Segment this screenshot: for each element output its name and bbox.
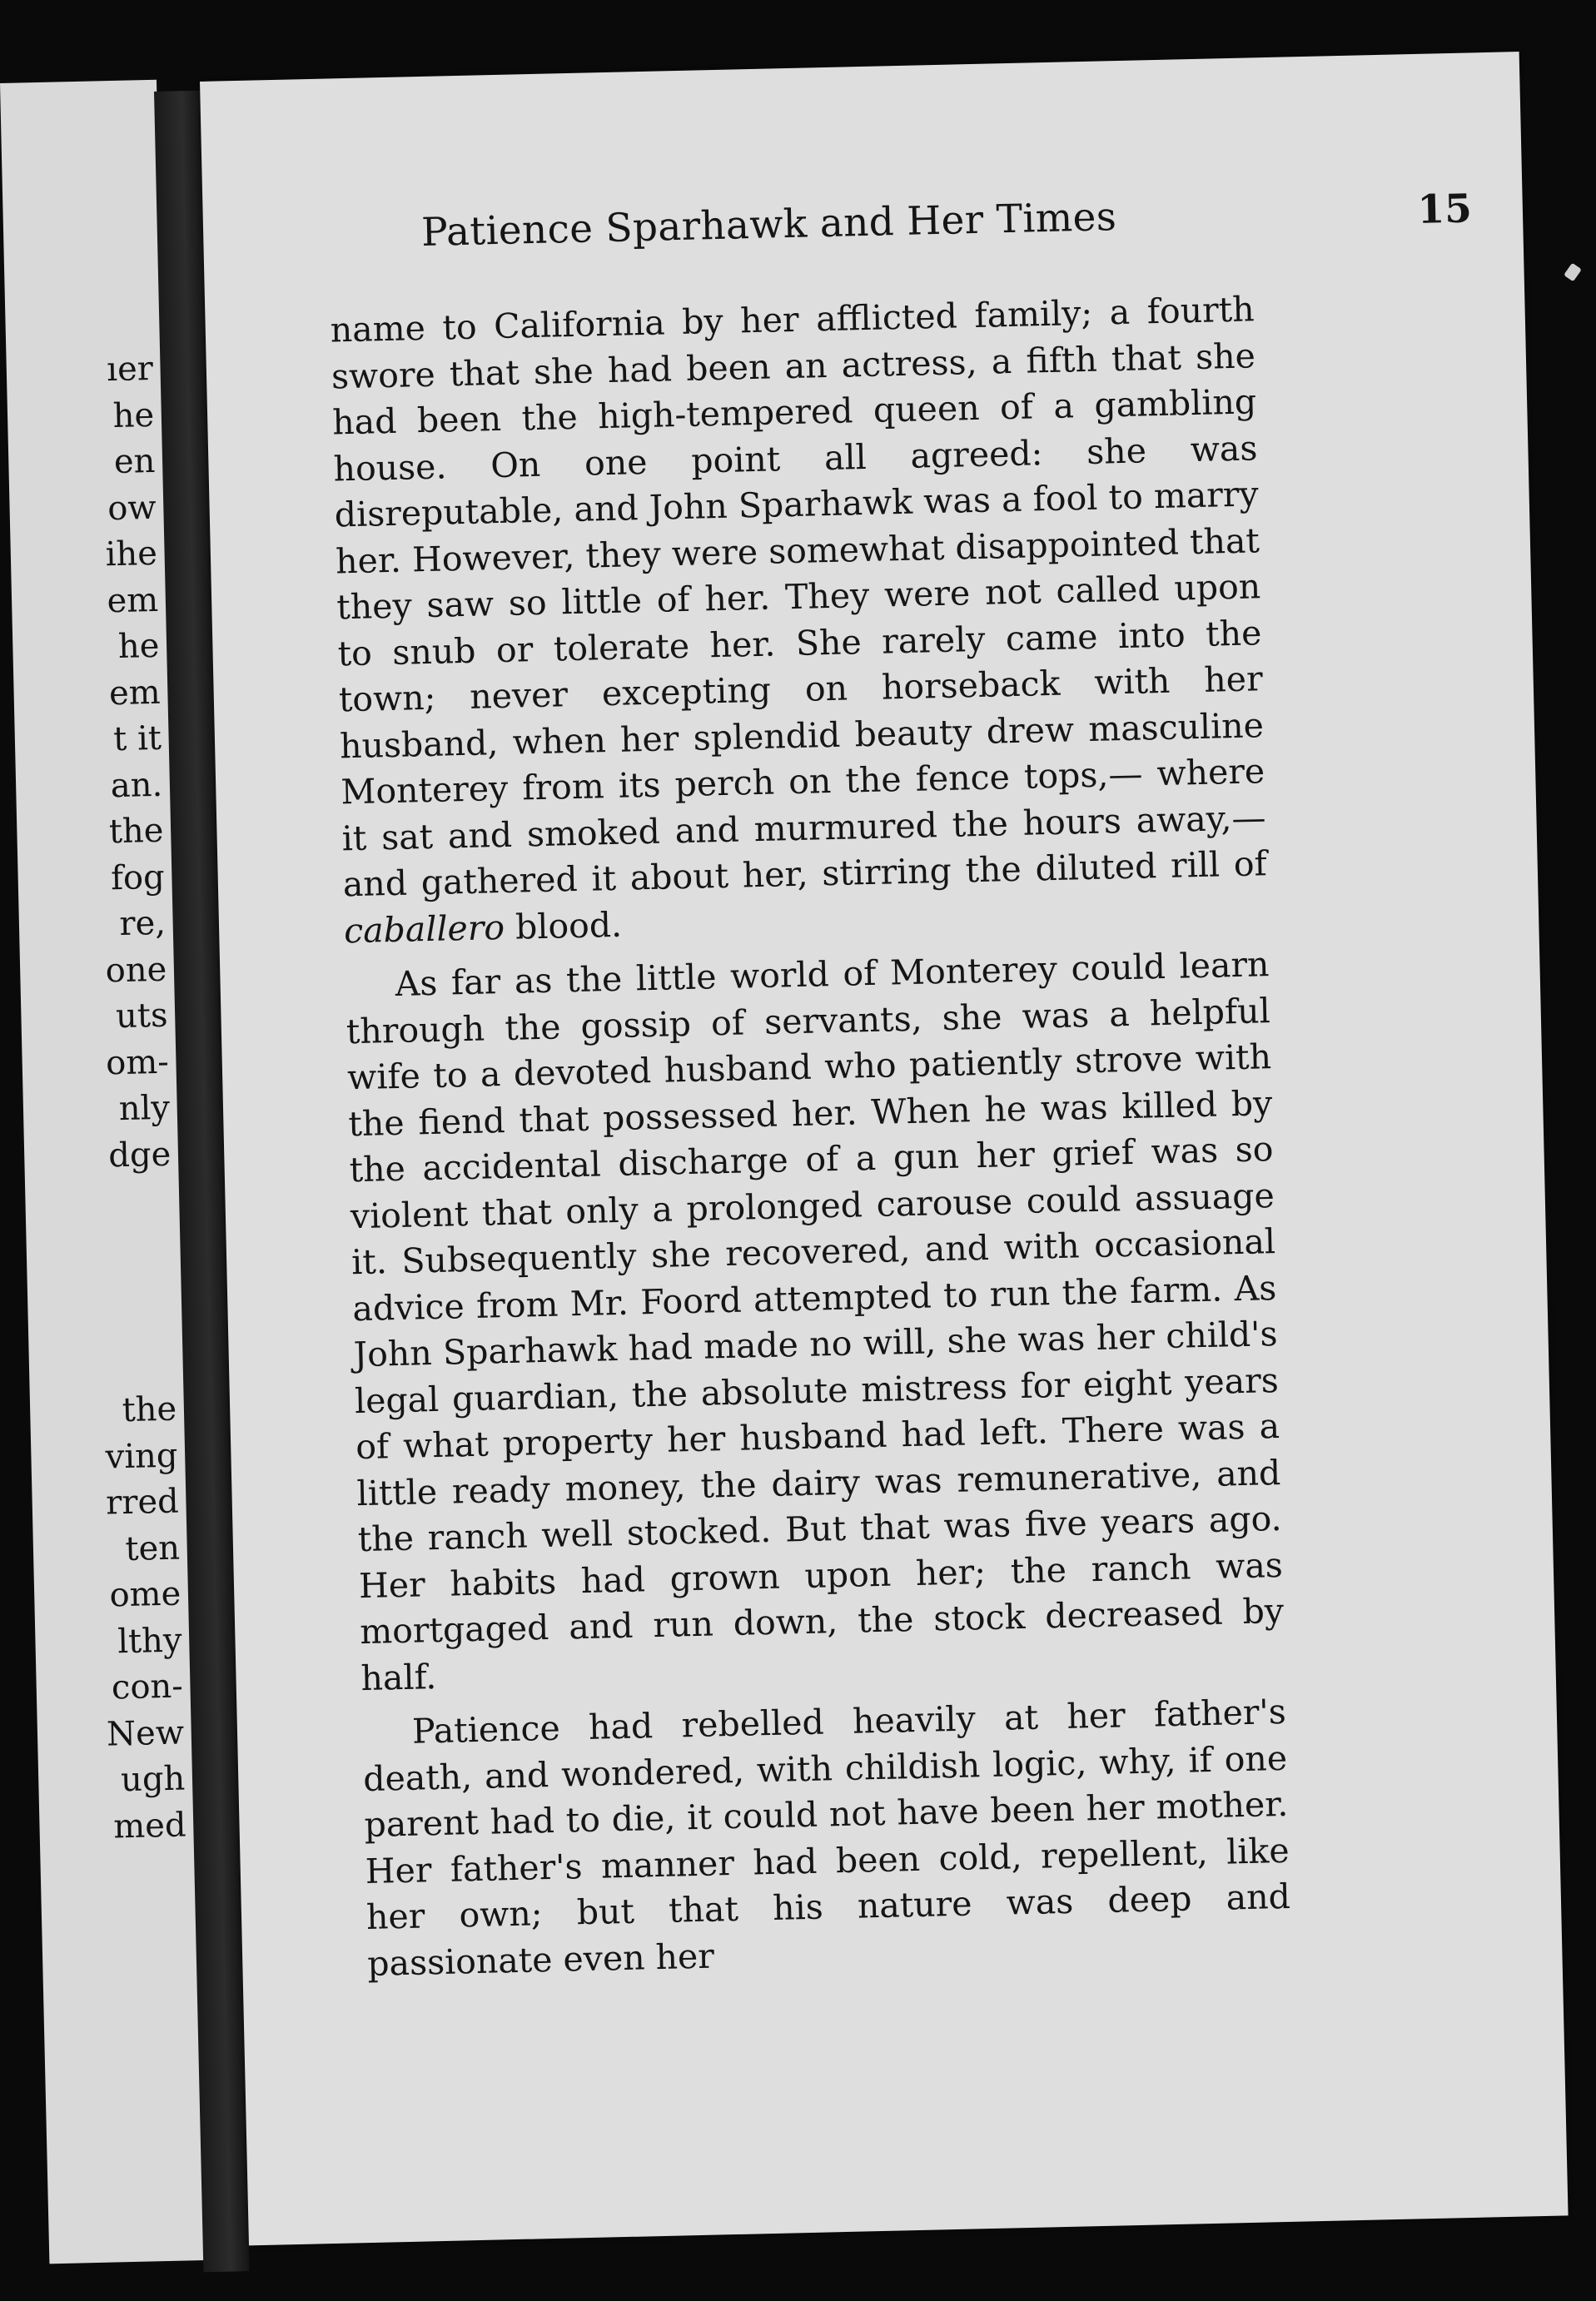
left-page-fragment: ugh — [120, 1759, 186, 1800]
left-page-fragment: em — [107, 580, 159, 620]
left-page-text-fragments-upper — [90, 346, 172, 1179]
left-page-fragment: one — [105, 950, 167, 990]
left-page-fragment: an. — [110, 765, 163, 805]
body-text — [330, 286, 1291, 1987]
paragraph-2: As far as the little world of Monterey could learn through the gossip of servants, she was a helpful wife to a devoted husband who patiently strove with the fiend that possessed her. When he was killed by the accidental discharge of a gun her grief was so violent that only a prolonged carouse could assuage it. Subsequently she recovered, and with occasional advice from Mr. Foord attempted to run the farm. As John Sparhawk had made no will, she was her child's legal guardian, the absolute mistress for eight years of what property her husband had left. There was a little ready money, the dairy was remunerative, and the ranch well stocked. But that was five years ago. Her habits had grown upon her; the ranch was mortgaged and run down, the stock decreased by half. — [346, 944, 1285, 1698]
main-page — [200, 52, 1569, 2245]
left-page-fragment: fog — [110, 857, 166, 897]
paragraph-1-italic-word: caballero — [343, 907, 505, 951]
left-page-fragment: con- — [111, 1667, 184, 1707]
paragraph-1 — [330, 286, 1268, 954]
left-page-fragment: uts — [115, 996, 168, 1036]
left-page-fragment: ten — [124, 1528, 181, 1568]
left-page-fragment: om- — [105, 1042, 170, 1082]
left-page-fragment: med — [112, 1805, 187, 1846]
left-page-fragment: ome — [109, 1574, 181, 1615]
left-page-fragment: em — [108, 673, 162, 713]
left-page-fragment: the — [122, 1389, 177, 1430]
running-head — [421, 186, 1473, 268]
left-page-text-fragments-lower — [99, 1387, 186, 1851]
left-page-fragment: en — [113, 441, 156, 482]
left-page-fragment: he — [117, 626, 160, 666]
left-page-fragment: lthy — [117, 1621, 183, 1661]
left-page-fragment: nly — [118, 1088, 171, 1129]
left-page-fragment: rred — [105, 1482, 180, 1523]
running-title: Patience Sparhawk and Her Times — [420, 194, 1117, 256]
left-page-fragment: dge — [107, 1135, 172, 1175]
paragraph-3: Patience had rebelled heavily at her father's death, and wondered, with childish logic, why, if one parent had to die, it could not have been her mother. Her father's manner had been cold, repellent, like her own; but that his nature was deep and passionate even her — [362, 1691, 1291, 1984]
left-page-fragment: ihe — [105, 534, 158, 574]
left-page-fragment: he — [112, 395, 155, 435]
left-page-fragment: ıer — [106, 349, 154, 390]
left-page-fragment: ving — [105, 1436, 178, 1477]
left-page-fragment: New — [106, 1713, 185, 1754]
left-page-fragment: ow — [107, 488, 157, 528]
page-number: 15 — [1416, 186, 1473, 233]
left-page-fragment: t it — [112, 718, 162, 759]
left-page-fragment: the — [108, 811, 164, 852]
paragraph-1-text: name to California by her afflicted family; a fourth swore that she had been an actress, a fifth that she had been the high-tempered queen of a gambling house. On one point all agreed: she was disreputable, and John Sparhawk was a fool to marry her. However, they were somewhat disappointed that they saw so little of her. They were not called upon to snub or tolerate her. She rarely came into the town; never excepting on horseback with her husband, when her splendid beauty drew masculine Monterey from its perch on the fence tops,— where it sat and smoked and murmured the hours away,— and gathered it about her, stirring the diluted rill of — [330, 289, 1268, 905]
scan-speck — [1564, 263, 1582, 282]
left-page-fragment: re, — [118, 903, 167, 943]
paragraph-1-end: blood. — [504, 904, 623, 947]
